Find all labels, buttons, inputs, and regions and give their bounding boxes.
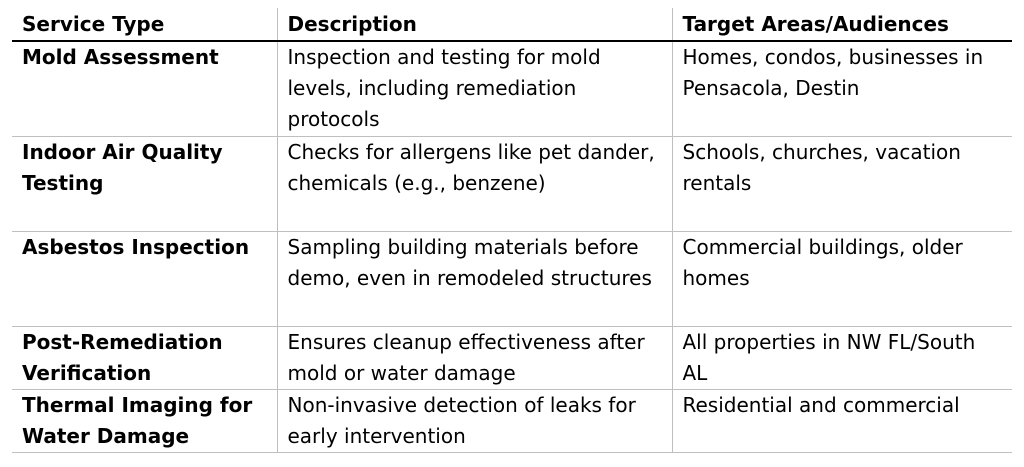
table-row [12,232,1012,327]
target-cell: Homes, condos, businesses in Pensacola, Destin [672,41,1012,137]
description-cell: Inspection and testing for mold levels, including remediation protocols [277,41,672,137]
description-cell: Sampling building materials before demo, even in remodeled structures [277,232,672,327]
target-cell: Residential and commercial [672,390,1012,453]
description-cell: Checks for allergens like pet dander, chemicals (e.g., benzene) [277,137,672,232]
target-cell: Schools, churches, vacation rentals [672,137,1012,232]
services-table [12,8,1012,453]
table-row [12,41,1012,137]
service-cell: Asbestos Inspection [12,232,277,327]
table-header [12,8,1012,41]
service-cell: Mold Assessment [12,41,277,137]
table-row [12,137,1012,232]
header-description: Description [277,8,672,41]
header-target-areas: Target Areas/Audiences [672,8,1012,41]
service-cell: Post-Remediation Verification [12,327,277,390]
target-cell: All properties in NW FL/South AL [672,327,1012,390]
table-body [12,41,1012,453]
target-cell: Commercial buildings, older homes [672,232,1012,327]
table-row [12,390,1012,453]
description-cell: Ensures cleanup effectiveness after mold or water damage [277,327,672,390]
service-cell: Thermal Imaging for Water Damage [12,390,277,453]
description-cell: Non-invasive detection of leaks for early intervention [277,390,672,453]
service-cell: Indoor Air Quality Testing [12,137,277,232]
table-row [12,327,1012,390]
header-row [12,8,1012,41]
header-service-type: Service Type [12,8,277,41]
